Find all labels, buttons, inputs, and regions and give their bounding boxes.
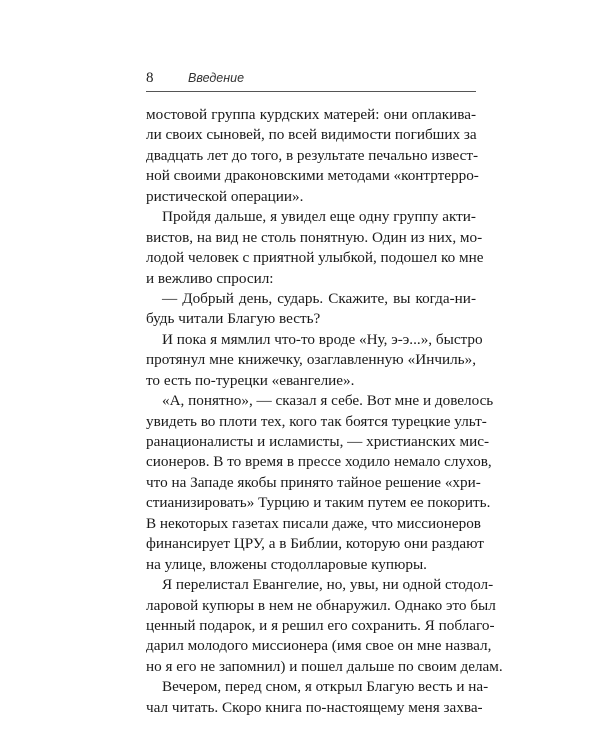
text-line: ли своих сыновей, по всей видимости погибших за bbox=[146, 126, 477, 144]
text-line: сионеров. В то время в прессе ходило немало слухов, bbox=[146, 453, 492, 471]
text-line: ларовой купюры в нем не обнаружил. Однако это был bbox=[146, 596, 496, 614]
running-head bbox=[146, 70, 476, 92]
text-line: ранационалисты и исламисты, — христианских мис- bbox=[146, 433, 490, 450]
header-rule bbox=[146, 91, 476, 92]
text-line: ристической операции». bbox=[146, 187, 304, 205]
text-line: что на Западе якобы принято тайное решение «хри- bbox=[146, 473, 481, 491]
text-line: на улице, вложены стодолларовые купюры. bbox=[146, 555, 427, 573]
text-line: дарил молодого миссионера (имя свое он мне назвал, bbox=[146, 637, 492, 655]
body-text bbox=[146, 105, 503, 718]
text-line: и вежливо спросил: bbox=[146, 269, 274, 287]
text-line: лодой человек с приятной улыбкой, подошел ко мне bbox=[146, 249, 484, 267]
text-line: Я перелистал Евангелие, но, увы, ни одной стодол- bbox=[162, 576, 494, 594]
text-line: Вечером, перед сном, я открыл Благую весть и на- bbox=[162, 678, 489, 696]
text-line: финансирует ЦРУ, а в Библии, которую они раздают bbox=[146, 535, 484, 553]
text-line: увидеть во плоти тех, кого так боятся турецкие ульт- bbox=[146, 412, 487, 430]
page-number: 8 bbox=[146, 70, 154, 86]
text-line: И пока я мямлил что-то вроде «Ну, э-э...», быстро bbox=[162, 330, 483, 348]
text-line: В некоторых газетах писали даже, что миссионеров bbox=[146, 514, 481, 532]
text-line: ной своими драконовскими методами «контртерро- bbox=[146, 167, 479, 185]
text-line: «А, понятно», — сказал я себе. Вот мне и довелось bbox=[162, 392, 494, 410]
text-line: то есть по-турецки «евангелие». bbox=[146, 371, 355, 389]
text-line: вистов, на вид не столь понятную. Один из них, мо- bbox=[146, 228, 483, 246]
text-line: чал читать. Скоро книга по-настоящему меня захва- bbox=[146, 698, 483, 716]
text-line: стианизировать» Турцию и таким путем ее покорить. bbox=[146, 494, 491, 512]
text-line: двадцать лет до того, в результате печально извест- bbox=[146, 146, 479, 164]
text-line: протянул мне книжечку, озаглавленную «Инчиль», bbox=[146, 351, 476, 369]
text-line: Пройдя дальше, я увидел еще одну группу акти- bbox=[162, 208, 476, 226]
text-line: — Добрый день, сударь. Скажите, вы когда-ни- bbox=[162, 289, 476, 307]
text-line: но я его не запомнил) и пошел дальше по своим делам. bbox=[146, 657, 503, 675]
text-line: мостовой группа курдских матерей: они оплакива- bbox=[146, 106, 476, 123]
text-line: ценный подарок, и я решил его сохранить. Я поблаго- bbox=[146, 616, 495, 634]
text-line: будь читали Благую весть? bbox=[146, 310, 321, 328]
section-title: Введение bbox=[188, 71, 245, 85]
